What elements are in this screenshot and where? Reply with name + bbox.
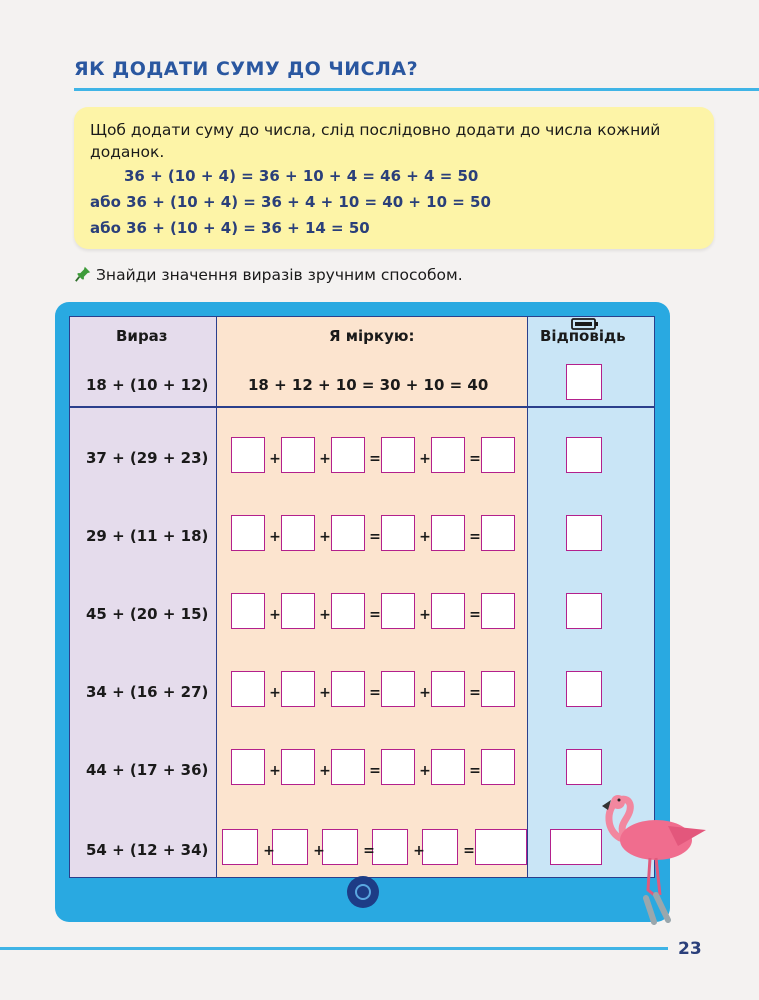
reasoning-input-box[interactable] <box>331 671 365 707</box>
operator-sign: = <box>369 685 381 701</box>
rule-box <box>74 107 714 249</box>
footer-line <box>0 947 668 950</box>
reasoning-input-box[interactable] <box>475 829 527 865</box>
operator-sign: = <box>369 607 381 623</box>
row-expression: 29 + (11 + 18) <box>86 527 209 545</box>
title-underline <box>74 88 759 91</box>
reasoning-input-box[interactable] <box>281 749 315 785</box>
operator-sign: + <box>319 763 331 779</box>
reasoning-input-box[interactable] <box>272 829 308 865</box>
flamingo-illustration <box>598 780 710 925</box>
operator-sign: + <box>413 843 425 859</box>
operator-sign: + <box>319 607 331 623</box>
reasoning-input-box[interactable] <box>331 749 365 785</box>
home-button[interactable] <box>347 876 379 908</box>
operator-sign: = <box>469 685 481 701</box>
reasoning-input-box[interactable] <box>322 829 358 865</box>
reasoning-input-box[interactable] <box>431 437 465 473</box>
rule-equation-1: 36 + (10 + 4) = 36 + 10 + 4 = 46 + 4 = 50 <box>124 167 479 185</box>
reasoning-input-box[interactable] <box>281 671 315 707</box>
operator-sign: + <box>419 763 431 779</box>
reasoning-input-box[interactable] <box>381 515 415 551</box>
column-expression <box>70 317 217 877</box>
rule-text: Щоб додати суму до числа, слід послідовно додати до числа кожний доданок. <box>90 121 661 161</box>
rule-equation-2: або 36 + (10 + 4) = 36 + 4 + 10 = 40 + 10 = 50 <box>90 193 491 211</box>
page-number: 23 <box>678 939 702 959</box>
reasoning-input-box[interactable] <box>481 671 515 707</box>
reasoning-input-box[interactable] <box>331 515 365 551</box>
header-reasoning: Я міркую: <box>329 327 415 345</box>
operator-sign: = <box>363 843 375 859</box>
task-instruction <box>74 265 463 284</box>
reasoning-input-box[interactable] <box>381 593 415 629</box>
operator-sign: + <box>319 529 331 545</box>
row-expression: 45 + (20 + 15) <box>86 605 209 623</box>
rule-equation-3: або 36 + (10 + 4) = 36 + 14 = 50 <box>90 219 370 237</box>
reasoning-input-box[interactable] <box>281 437 315 473</box>
operator-sign: = <box>469 529 481 545</box>
pushpin-icon <box>74 265 92 283</box>
row-expression: 54 + (12 + 34) <box>86 841 209 859</box>
operator-sign: + <box>269 451 281 467</box>
operator-sign: + <box>263 843 275 859</box>
operator-sign: + <box>269 685 281 701</box>
answer-input-box[interactable] <box>566 593 602 629</box>
operator-sign: + <box>419 607 431 623</box>
answer-input-box[interactable] <box>566 749 602 785</box>
reasoning-input-box[interactable] <box>431 749 465 785</box>
reasoning-input-box[interactable] <box>231 671 265 707</box>
operator-sign: + <box>419 685 431 701</box>
header-answer: Відповідь <box>540 327 626 345</box>
operator-sign: = <box>369 763 381 779</box>
battery-icon <box>571 317 599 331</box>
reasoning-input-box[interactable] <box>331 593 365 629</box>
answer-input-box[interactable] <box>550 829 602 865</box>
reasoning-input-box[interactable] <box>381 749 415 785</box>
example-reasoning: 18 + 12 + 10 = 30 + 10 = 40 <box>248 376 489 394</box>
answer-input-box[interactable] <box>566 437 602 473</box>
row-expression: 37 + (29 + 23) <box>86 449 209 467</box>
reasoning-input-box[interactable] <box>431 671 465 707</box>
operator-sign: = <box>469 607 481 623</box>
reasoning-input-box[interactable] <box>381 437 415 473</box>
operator-sign: = <box>463 843 475 859</box>
tablet-frame <box>55 302 670 922</box>
reasoning-input-box[interactable] <box>481 593 515 629</box>
reasoning-input-box[interactable] <box>231 515 265 551</box>
reasoning-input-box[interactable] <box>431 593 465 629</box>
operator-sign: = <box>369 529 381 545</box>
reasoning-input-box[interactable] <box>372 829 408 865</box>
operator-sign: + <box>269 763 281 779</box>
home-button-ring <box>355 884 371 900</box>
reasoning-input-box[interactable] <box>231 749 265 785</box>
operator-sign: = <box>369 451 381 467</box>
reasoning-input-box[interactable] <box>281 515 315 551</box>
row-expression: 44 + (17 + 36) <box>86 761 209 779</box>
reasoning-input-box[interactable] <box>222 829 258 865</box>
reasoning-input-box[interactable] <box>481 749 515 785</box>
operator-sign: + <box>319 451 331 467</box>
answer-input-box[interactable] <box>566 671 602 707</box>
answer-input-box[interactable] <box>566 515 602 551</box>
header-separator <box>70 406 654 408</box>
operator-sign: + <box>313 843 325 859</box>
reasoning-input-box[interactable] <box>231 437 265 473</box>
reasoning-input-box[interactable] <box>281 593 315 629</box>
reasoning-input-box[interactable] <box>422 829 458 865</box>
reasoning-input-box[interactable] <box>331 437 365 473</box>
operator-sign: + <box>269 607 281 623</box>
operator-sign: + <box>419 529 431 545</box>
operator-sign: + <box>269 529 281 545</box>
reasoning-input-box[interactable] <box>431 515 465 551</box>
example-answer-box[interactable] <box>566 364 602 400</box>
reasoning-input-box[interactable] <box>481 437 515 473</box>
reasoning-input-box[interactable] <box>231 593 265 629</box>
task-text: Знайди значення виразів зручним способом. <box>96 266 463 284</box>
header-expression: Вираз <box>116 327 168 345</box>
reasoning-input-box[interactable] <box>481 515 515 551</box>
example-expression: 18 + (10 + 12) <box>86 376 209 394</box>
page-title: ЯК ДОДАТИ СУМУ ДО ЧИСЛА? <box>74 58 419 80</box>
operator-sign: + <box>319 685 331 701</box>
operator-sign: + <box>419 451 431 467</box>
row-expression: 34 + (16 + 27) <box>86 683 209 701</box>
exercise-table <box>69 316 655 878</box>
operator-sign: = <box>469 763 481 779</box>
operator-sign: = <box>469 451 481 467</box>
reasoning-input-box[interactable] <box>381 671 415 707</box>
